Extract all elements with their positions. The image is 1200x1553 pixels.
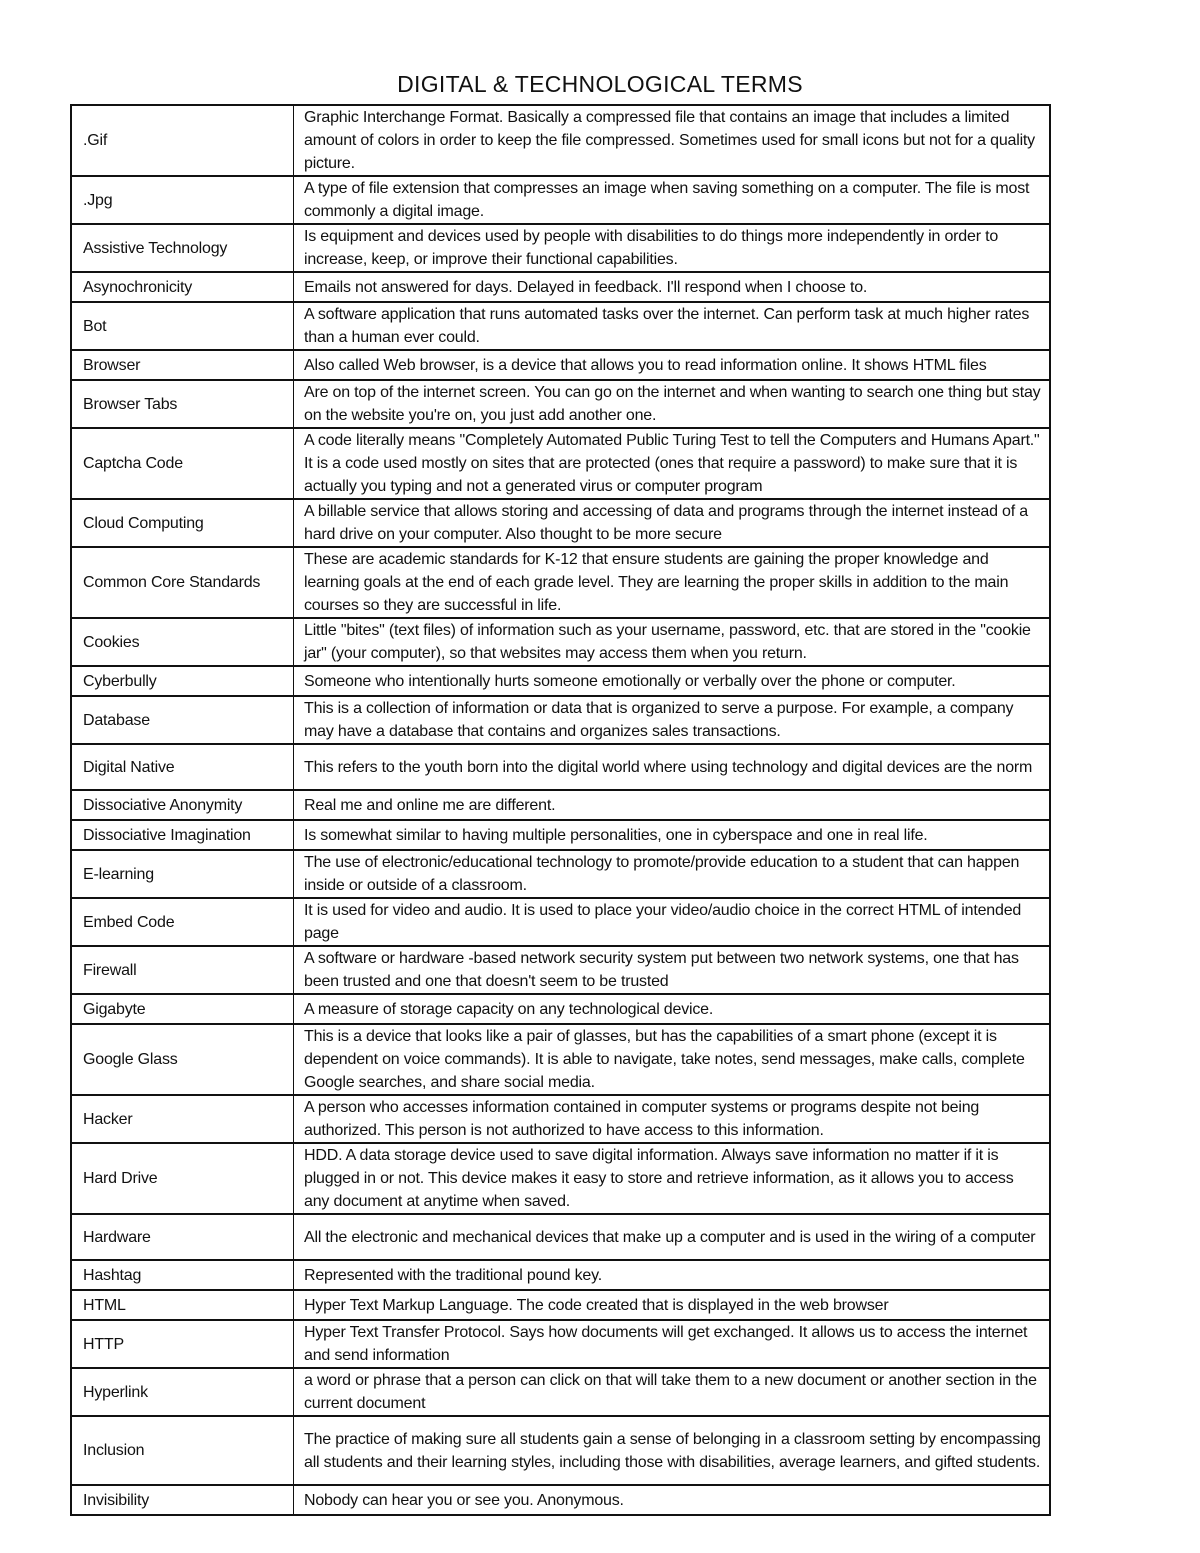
definition-cell: All the electronic and mechanical devices that make up a computer and is used in the wiring of a computer <box>294 1214 1051 1260</box>
table-row <box>71 302 1050 350</box>
table-row <box>71 744 1050 790</box>
table-row <box>71 850 1050 898</box>
table-row <box>71 618 1050 666</box>
definition-cell: A software application that runs automated tasks over the internet. Can perform task at much higher rates than a human ever could. <box>294 302 1051 350</box>
definition-cell: Nobody can hear you or see you. Anonymous. <box>294 1485 1051 1515</box>
table-row <box>71 499 1050 547</box>
term-cell: Cyberbully <box>71 666 294 696</box>
definition-cell: A software or hardware -based network security system put between two network systems, one that has been trusted and one that doesn't seem to be trusted <box>294 946 1051 994</box>
table-row <box>71 1368 1050 1416</box>
definition-cell: Also called Web browser, is a device that allows you to read information online. It shows HTML files <box>294 350 1051 380</box>
definition-cell: Little "bites" (text files) of information such as your username, password, etc. that are stored in the "cookie jar" (your computer), so that websites may access them when you return. <box>294 618 1051 666</box>
table-row <box>71 1024 1050 1095</box>
definition-cell: a word or phrase that a person can click on that will take them to a new document or another section in the current document <box>294 1368 1051 1416</box>
definition-cell: Are on top of the internet screen. You can go on the internet and when wanting to search one thing but stay on the website you're on, you just add another one. <box>294 380 1051 428</box>
definition-cell: These are academic standards for K-12 that ensure students are gaining the proper knowledge and learning goals at the end of each grade level. They are learning the proper skills in addition to the main courses so they are successful in life. <box>294 547 1051 618</box>
term-cell: Embed Code <box>71 898 294 946</box>
table-row <box>71 547 1050 618</box>
term-cell: HTTP <box>71 1320 294 1368</box>
table-row <box>71 1290 1050 1320</box>
term-cell: Hashtag <box>71 1260 294 1290</box>
term-cell: Database <box>71 696 294 744</box>
definition-cell: Hyper Text Markup Language. The code created that is displayed in the web browser <box>294 1290 1051 1320</box>
term-cell: Common Core Standards <box>71 547 294 618</box>
definition-cell: Is somewhat similar to having multiple personalities, one in cyberspace and one in real life. <box>294 820 1051 850</box>
term-cell: Hyperlink <box>71 1368 294 1416</box>
table-row <box>71 1143 1050 1214</box>
term-cell: Asynochronicity <box>71 272 294 302</box>
table-row <box>71 898 1050 946</box>
definition-cell: A type of file extension that compresses an image when saving something on a computer. The file is most commonly a digital image. <box>294 176 1051 224</box>
term-cell: .Jpg <box>71 176 294 224</box>
definition-cell: Represented with the traditional pound key. <box>294 1260 1051 1290</box>
table-row <box>71 994 1050 1024</box>
table-row <box>71 1416 1050 1485</box>
term-cell: Bot <box>71 302 294 350</box>
term-cell: Browser Tabs <box>71 380 294 428</box>
definition-cell: The practice of making sure all students gain a sense of belonging in a classroom setting by encompassing all students and their learning styles, including those with disabilities, average learners, and gifted students. <box>294 1416 1051 1485</box>
definition-cell: Hyper Text Transfer Protocol. Says how documents will get exchanged. It allows us to access the internet and send information <box>294 1320 1051 1368</box>
term-cell: Gigabyte <box>71 994 294 1024</box>
term-cell: Assistive Technology <box>71 224 294 272</box>
term-cell: Cookies <box>71 618 294 666</box>
term-cell: Captcha Code <box>71 428 294 499</box>
term-cell: Cloud Computing <box>71 499 294 547</box>
term-cell: Dissociative Anonymity <box>71 790 294 820</box>
table-row <box>71 350 1050 380</box>
definition-cell: This is a collection of information or data that is organized to serve a purpose. For example, a company may have a database that contains and organizes sales transactions. <box>294 696 1051 744</box>
table-row <box>71 1320 1050 1368</box>
term-cell: Browser <box>71 350 294 380</box>
table-row <box>71 790 1050 820</box>
definition-cell: A code literally means "Completely Automated Public Turing Test to tell the Computers and Humans Apart." It is a code used mostly on sites that are protected (ones that require a password) to make sure that it is actually you typing and not a generated virus or computer program <box>294 428 1051 499</box>
definition-cell: It is used for video and audio. It is used to place your video/audio choice in the correct HTML of intended page <box>294 898 1051 946</box>
terms-table-body <box>71 105 1050 1515</box>
table-row <box>71 1095 1050 1143</box>
definition-cell: Emails not answered for days. Delayed in feedback. I'll respond when I choose to. <box>294 272 1051 302</box>
term-cell: Digital Native <box>71 744 294 790</box>
term-cell: .Gif <box>71 105 294 176</box>
definition-cell: Graphic Interchange Format. Basically a compressed file that contains an image that includes a limited amount of colors in order to keep the file compressed. Sometimes used for small icons but not for a quality picture. <box>294 105 1051 176</box>
terms-table <box>70 104 1051 1516</box>
definition-cell: A billable service that allows storing and accessing of data and programs through the internet instead of a hard drive on your computer. Also thought to be more secure <box>294 499 1051 547</box>
table-row <box>71 696 1050 744</box>
definition-cell: Is equipment and devices used by people with disabilities to do things more independently in order to increase, keep, or improve their functional capabilities. <box>294 224 1051 272</box>
definition-cell: This refers to the youth born into the digital world where using technology and digital devices are the norm <box>294 744 1051 790</box>
page-title: DIGITAL & TECHNOLOGICAL TERMS <box>397 71 803 97</box>
table-row <box>71 105 1050 176</box>
table-row <box>71 820 1050 850</box>
term-cell: E-learning <box>71 850 294 898</box>
term-cell: Google Glass <box>71 1024 294 1095</box>
term-cell: Hacker <box>71 1095 294 1143</box>
table-row <box>71 1260 1050 1290</box>
term-cell: Dissociative Imagination <box>71 820 294 850</box>
table-row <box>71 272 1050 302</box>
table-row <box>71 946 1050 994</box>
definition-cell: A person who accesses information contained in computer systems or programs despite not being authorized. This person is not authorized to have access to this information. <box>294 1095 1051 1143</box>
table-row <box>71 1485 1050 1515</box>
table-row <box>71 666 1050 696</box>
term-cell: Invisibility <box>71 1485 294 1515</box>
term-cell: Firewall <box>71 946 294 994</box>
definition-cell: This is a device that looks like a pair of glasses, but has the capabilities of a smart phone (except it is dependent on voice commands). It is able to navigate, take notes, send messages, make calls, complete Google searches, and share social media. <box>294 1024 1051 1095</box>
table-row <box>71 380 1050 428</box>
table-row <box>71 224 1050 272</box>
term-cell: Hard Drive <box>71 1143 294 1214</box>
definition-cell: Real me and online me are different. <box>294 790 1051 820</box>
table-row <box>71 176 1050 224</box>
table-row <box>71 1214 1050 1260</box>
definition-cell: The use of electronic/educational technology to promote/provide education to a student that can happen inside or outside of a classroom. <box>294 850 1051 898</box>
term-cell: Hardware <box>71 1214 294 1260</box>
term-cell: HTML <box>71 1290 294 1320</box>
definition-cell: Someone who intentionally hurts someone emotionally or verbally over the phone or computer. <box>294 666 1051 696</box>
definition-cell: HDD. A data storage device used to save digital information. Always save information no matter if it is plugged in or not. This device makes it easy to store and retrieve information, as it allows you to access any document at anytime when saved. <box>294 1143 1051 1214</box>
term-cell: Inclusion <box>71 1416 294 1485</box>
definition-cell: A measure of storage capacity on any technological device. <box>294 994 1051 1024</box>
table-row <box>71 428 1050 499</box>
